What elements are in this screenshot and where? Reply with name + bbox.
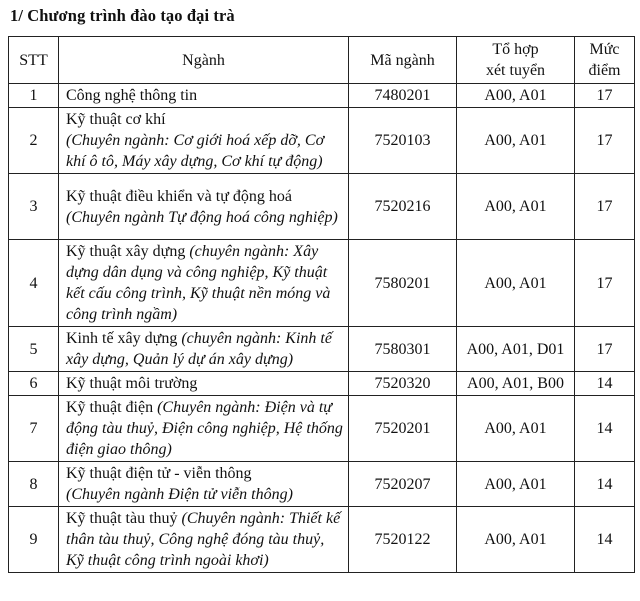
header-score-line1: Mức <box>589 41 620 58</box>
row-combo: A00, A01, B00 <box>457 372 575 396</box>
table-row <box>9 372 635 396</box>
row-code: 7520201 <box>349 396 457 462</box>
row-stt: 3 <box>9 174 59 240</box>
header-row <box>9 37 635 84</box>
row-major <box>59 108 349 174</box>
row-code: 7580301 <box>349 327 457 372</box>
row-major <box>59 240 349 327</box>
table-row <box>9 507 635 573</box>
major-specialization: (Chuyên ngành Tự động hoá công nghiệp) <box>66 208 338 226</box>
table-row <box>9 108 635 174</box>
major-name: Kỹ thuật điện <box>66 399 154 416</box>
row-major <box>59 507 349 573</box>
row-code: 7520320 <box>349 372 457 396</box>
major-name: Công nghệ thông tin <box>66 87 198 104</box>
header-code: Mã ngành <box>349 37 457 84</box>
section-title: 1/ Chương trình đào tạo đại trà <box>10 6 235 25</box>
row-code: 7520216 <box>349 174 457 240</box>
row-stt: 2 <box>9 108 59 174</box>
header-combo-line2: xét tuyển <box>485 62 546 79</box>
row-major <box>59 462 349 507</box>
major-name: Kinh tế xây dựng <box>66 330 178 347</box>
row-combo: A00, A01 <box>457 507 575 573</box>
row-combo: A00, A01 <box>457 174 575 240</box>
header-score <box>575 37 635 84</box>
row-score: 14 <box>575 372 635 396</box>
row-combo: A00, A01 <box>457 84 575 108</box>
row-major <box>59 396 349 462</box>
row-combo: A00, A01, D01 <box>457 327 575 372</box>
row-score: 17 <box>575 174 635 240</box>
major-name: Kỹ thuật tàu thuỷ <box>66 510 178 527</box>
row-combo: A00, A01 <box>457 240 575 327</box>
major-specialization: (chuyên ngành: Xây dựng dân dụng và công nghiệp, Kỹ thuật kết cấu công trình, Kỹ thuật nền móng và công trình ngầm) <box>66 243 331 323</box>
header-combo-line1: Tổ hợp <box>492 41 539 58</box>
table-row <box>9 462 635 507</box>
major-name: Kỹ thuật xây dựng <box>66 243 186 260</box>
header-stt: STT <box>9 37 59 84</box>
row-combo: A00, A01 <box>457 462 575 507</box>
row-stt: 5 <box>9 327 59 372</box>
row-stt: 8 <box>9 462 59 507</box>
major-name: Kỹ thuật cơ khí <box>66 111 166 128</box>
row-major <box>59 327 349 372</box>
row-major <box>59 372 349 396</box>
table-row <box>9 84 635 108</box>
row-major <box>59 174 349 240</box>
row-code: 7580201 <box>349 240 457 327</box>
major-specialization: (Chuyên ngành: Điện và tự động tàu thuỷ, Điện công nghiệp, Hệ thống điện giao thông) <box>66 399 343 458</box>
row-major <box>59 84 349 108</box>
row-code: 7520207 <box>349 462 457 507</box>
admission-table <box>8 36 635 573</box>
major-specialization: (Chuyên ngành: Cơ giới hoá xếp dỡ, Cơ khí ô tô, Máy xây dựng, Cơ khí tự động) <box>66 132 325 170</box>
row-score: 17 <box>575 240 635 327</box>
row-stt: 7 <box>9 396 59 462</box>
row-score: 17 <box>575 108 635 174</box>
row-combo: A00, A01 <box>457 396 575 462</box>
major-name: Kỹ thuật môi trường <box>66 375 198 392</box>
major-specialization: (Chuyên ngành: Thiết kế thân tàu thuỷ, Công nghệ đóng tàu thuỷ, Kỹ thuật công trình ngoài khơi) <box>66 510 341 569</box>
row-combo: A00, A01 <box>457 108 575 174</box>
major-specialization: (Chuyên ngành Điện tử viễn thông) <box>66 486 293 503</box>
header-combo <box>457 37 575 84</box>
row-stt: 4 <box>9 240 59 327</box>
row-score: 14 <box>575 462 635 507</box>
major-specialization: (chuyên ngành: Kinh tế xây dựng, Quản lý dự án xây dựng) <box>66 330 332 368</box>
table-row <box>9 240 635 327</box>
row-score: 17 <box>575 84 635 108</box>
row-code: 7520103 <box>349 108 457 174</box>
row-code: 7520122 <box>349 507 457 573</box>
row-score: 14 <box>575 507 635 573</box>
table-row <box>9 327 635 372</box>
row-score: 14 <box>575 396 635 462</box>
header-major: Ngành <box>59 37 349 84</box>
major-name: Kỹ thuật điều khiển và tự động hoá <box>66 187 292 205</box>
row-stt: 1 <box>9 84 59 108</box>
table-row <box>9 174 635 240</box>
row-stt: 6 <box>9 372 59 396</box>
major-name: Kỹ thuật điện tử - viễn thông <box>66 465 252 482</box>
row-score: 17 <box>575 327 635 372</box>
row-stt: 9 <box>9 507 59 573</box>
row-code: 7480201 <box>349 84 457 108</box>
header-score-line2: điểm <box>588 62 621 79</box>
table-row <box>9 396 635 462</box>
